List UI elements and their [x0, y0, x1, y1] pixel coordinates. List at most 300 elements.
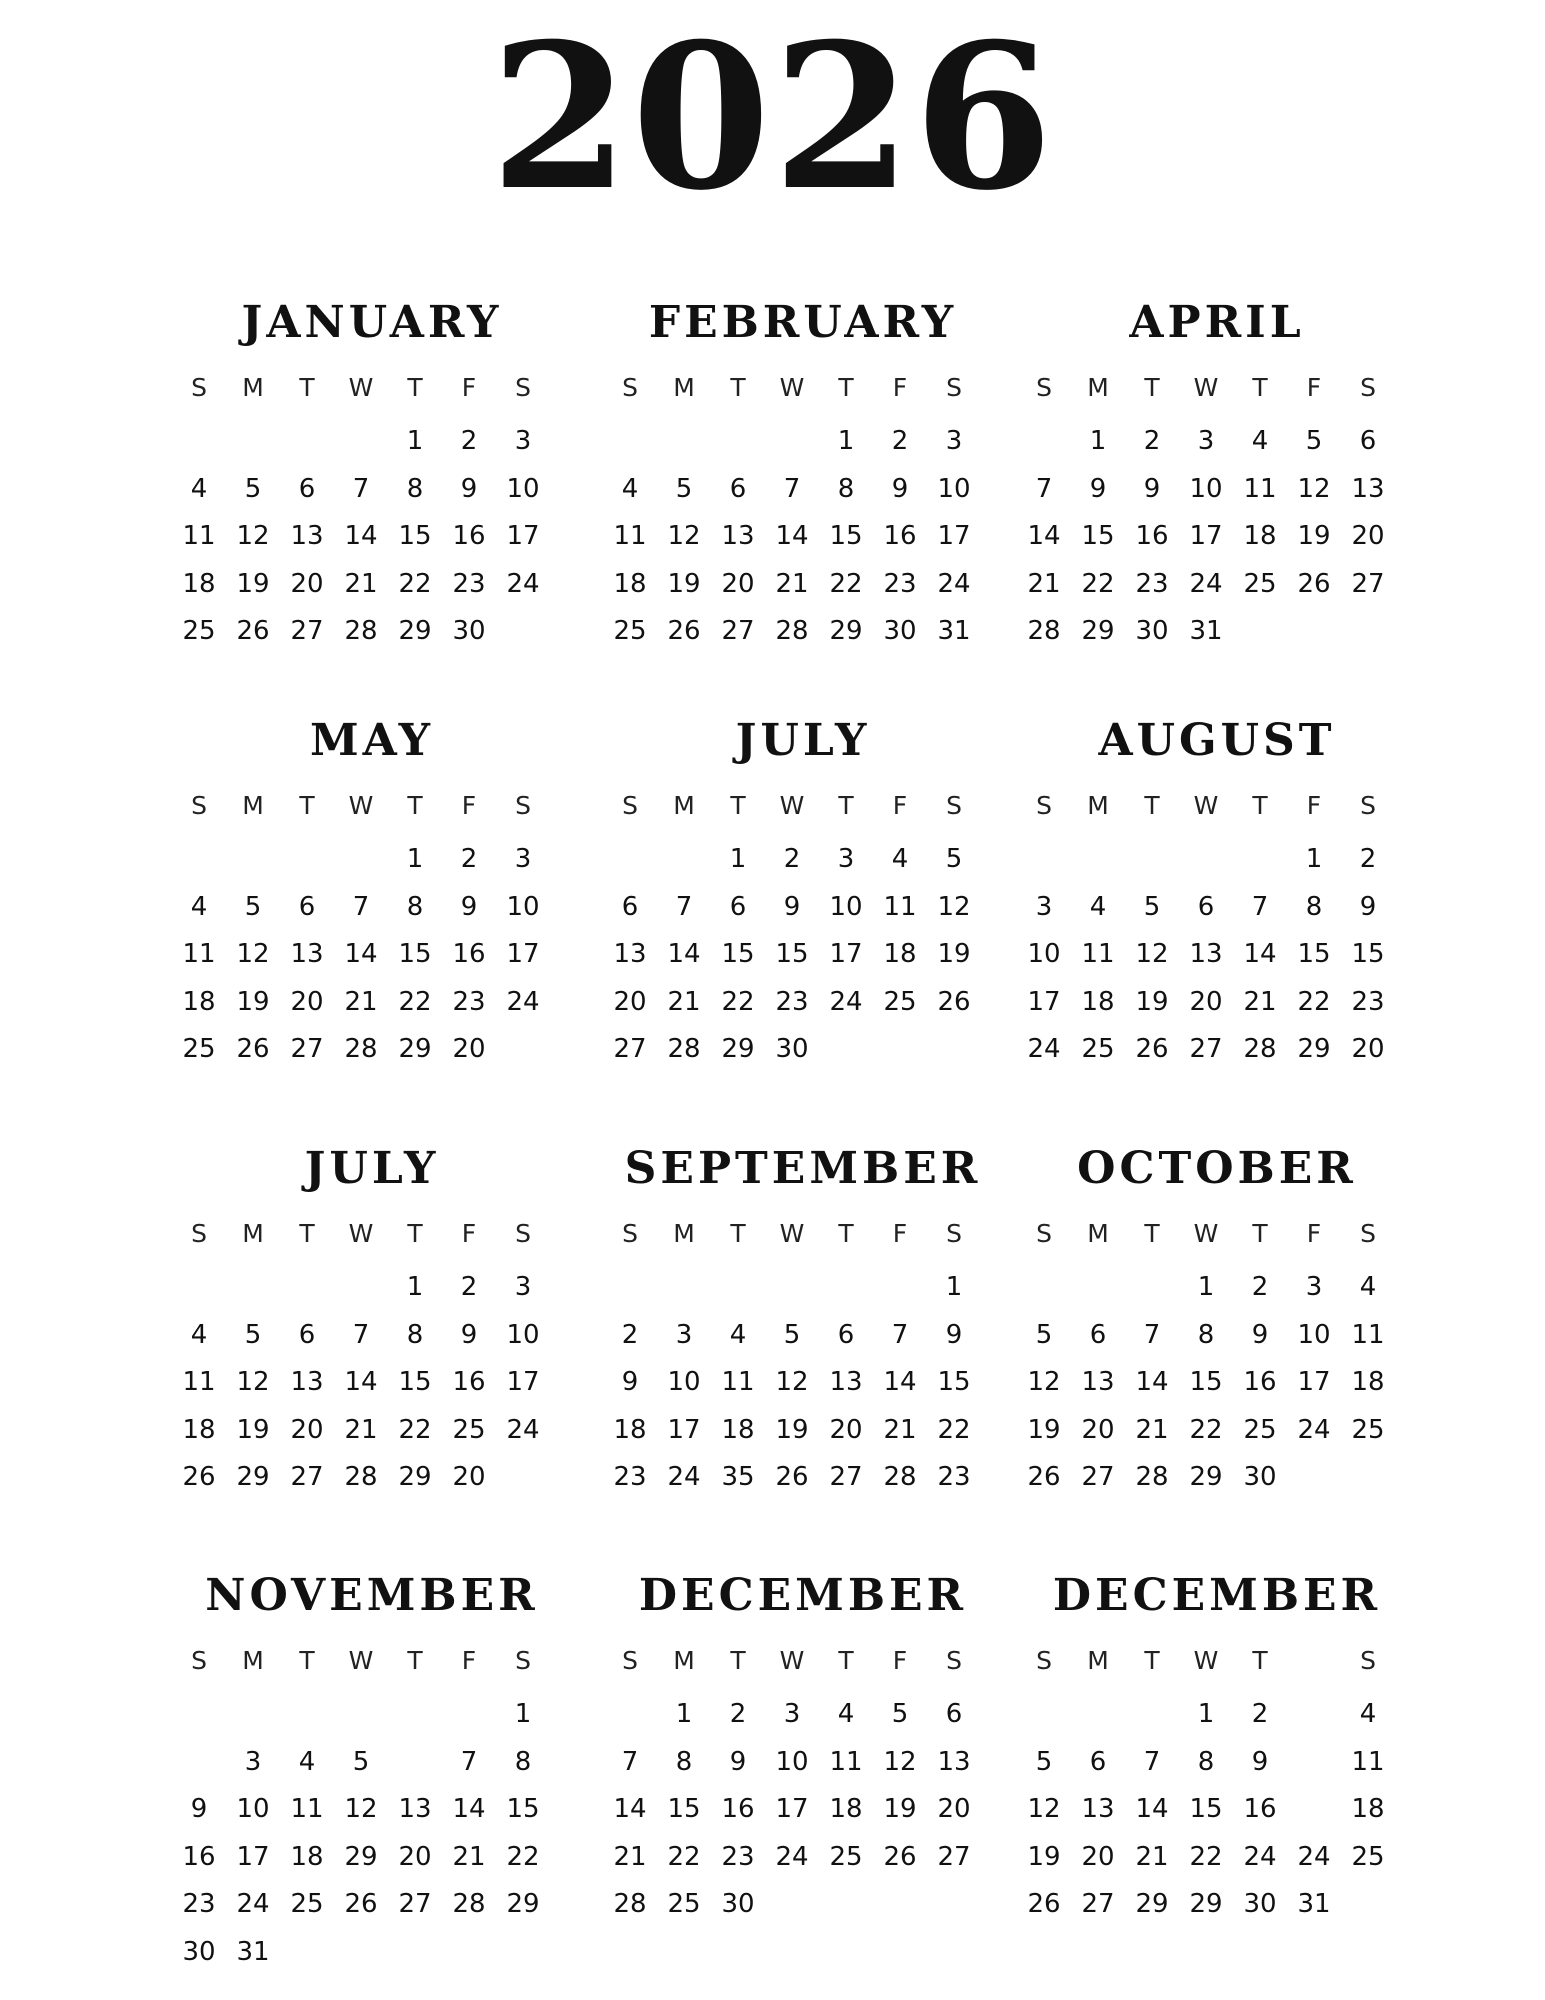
day-cell: [172, 418, 226, 466]
day-cell: 21: [344, 568, 378, 599]
day-cell: 12: [775, 1367, 809, 1397]
day-cell: [388, 1691, 442, 1739]
day-cell: 1: [675, 1699, 693, 1729]
day-cell: 6: [837, 1319, 855, 1350]
day-cell: 26: [236, 1034, 270, 1064]
weekday-label: S: [946, 373, 962, 402]
day-cell: 11: [721, 1367, 755, 1397]
day-cell: 9: [1089, 473, 1107, 504]
weekday-label: M: [673, 373, 695, 402]
weekday-label: S: [191, 1646, 207, 1675]
day-cell: 29: [344, 1841, 378, 1872]
day-cell: 9: [460, 1319, 478, 1350]
day-cell: 25: [290, 1889, 324, 1919]
day-cell: 2: [460, 844, 478, 874]
day-cell: 25: [667, 1889, 701, 1919]
weekday-label: T: [299, 791, 315, 820]
day-cell: 23: [1135, 568, 1169, 599]
weekday-label: S: [191, 791, 207, 820]
day-cell: 1: [837, 426, 855, 456]
day-cell: 28: [344, 616, 378, 646]
weekday-label: M: [242, 791, 264, 820]
day-cell: 15: [1351, 939, 1385, 969]
day-cell: 27: [290, 1462, 324, 1492]
day-cell: 31: [1189, 616, 1223, 646]
weekday-label: S: [1360, 373, 1376, 402]
day-cell: 6: [1197, 891, 1215, 922]
weekday-label: T: [1144, 1219, 1160, 1248]
day-cell: 14: [344, 1367, 378, 1397]
day-cell: 12: [1027, 1794, 1061, 1824]
day-cell: 13: [1351, 473, 1385, 504]
day-cell: 18: [290, 1841, 324, 1872]
day-cell: 28: [1243, 1034, 1277, 1064]
day-cell: 25: [613, 616, 647, 646]
day-cell: 30: [775, 1034, 809, 1064]
day-cell: 30: [883, 616, 917, 646]
day-cell: 19: [667, 568, 701, 599]
day-cell: 28: [344, 1034, 378, 1064]
day-cell: 22: [398, 1414, 432, 1445]
day-cell: 11: [613, 521, 647, 551]
day-cell: 17: [775, 1794, 809, 1824]
day-cell: [657, 836, 711, 884]
day-cell: 29: [1189, 1462, 1223, 1492]
day-cell: 13: [1189, 939, 1223, 969]
day-cell: [711, 418, 765, 466]
month-name: SEPTEMBER: [624, 1143, 982, 1194]
day-cell: 35: [721, 1462, 755, 1492]
weekday-label: T: [299, 373, 315, 402]
day-cell: 5: [1035, 1746, 1053, 1777]
day-cell: 23: [883, 568, 917, 599]
day-cell: 23: [452, 568, 486, 599]
day-cell: 22: [829, 568, 863, 599]
day-cell: 27: [937, 1841, 971, 1872]
day-cell: 23: [613, 1462, 647, 1492]
day-cell: 24: [1189, 568, 1223, 599]
day-cell: [442, 1691, 496, 1739]
day-cell: 6: [621, 891, 639, 922]
day-cell: 8: [675, 1746, 693, 1777]
day-cell: 13: [1081, 1367, 1115, 1397]
month-name: FEBRUARY: [648, 297, 958, 348]
weekday-label: S: [946, 791, 962, 820]
day-cell: 12: [883, 1746, 917, 1777]
weekday-label: M: [1087, 791, 1109, 820]
day-cell: 11: [1081, 939, 1115, 969]
day-cell: 30: [1135, 616, 1169, 646]
day-cell: 9: [729, 1746, 747, 1777]
day-cell: [172, 836, 226, 884]
day-cell: 14: [613, 1794, 647, 1824]
day-cell: 22: [1189, 1414, 1223, 1445]
weekday-header: [603, 1643, 981, 1679]
day-cell: 1: [1197, 1699, 1215, 1729]
day-cell: 27: [1081, 1462, 1115, 1492]
day-cell: 11: [290, 1794, 324, 1824]
day-cell: 7: [891, 1319, 909, 1350]
day-cell: [1017, 1691, 1071, 1739]
day-cell: 18: [829, 1794, 863, 1824]
day-cell: 4: [837, 1699, 855, 1729]
day-cell: 5: [891, 1699, 909, 1729]
day-cell: 15: [775, 939, 809, 969]
day-cell: 14: [1135, 1367, 1169, 1397]
day-cell: 29: [1135, 1889, 1169, 1919]
day-cell: 29: [398, 616, 432, 646]
day-cell: 15: [506, 1794, 540, 1824]
month-name: MAY: [309, 715, 435, 766]
day-cell: 20: [721, 568, 755, 599]
day-cell: 10: [506, 1319, 540, 1350]
day-cell: 9: [891, 473, 909, 504]
day-cell: 6: [729, 891, 747, 922]
day-cell: 24: [1297, 1841, 1331, 1872]
weekday-label: M: [1087, 373, 1109, 402]
day-cell: [1287, 1691, 1341, 1739]
day-cell: 19: [883, 1794, 917, 1824]
weekday-label: T: [838, 1646, 854, 1675]
day-cell: 28: [775, 616, 809, 646]
day-cell: 5: [1143, 891, 1161, 922]
weekday-label: F: [1306, 791, 1322, 820]
day-cell: 2: [460, 1272, 478, 1302]
day-cell: 4: [1251, 426, 1269, 456]
day-cell: 15: [721, 939, 755, 969]
day-cell: 21: [452, 1841, 486, 1872]
day-cell: 24: [775, 1841, 809, 1872]
weekday-label: S: [622, 1219, 638, 1248]
weekday-label: W: [348, 1219, 374, 1248]
day-cell: 5: [244, 473, 262, 504]
day-cell: 24: [829, 986, 863, 1017]
day-cell: 24: [506, 568, 540, 599]
weekday-label: S: [191, 1219, 207, 1248]
day-cell: 20: [398, 1841, 432, 1872]
weekday-label: T: [407, 1646, 423, 1675]
day-cell: 15: [667, 1794, 701, 1824]
day-cell: 27: [290, 616, 324, 646]
day-grid: [1017, 836, 1395, 1074]
day-cell: 25: [829, 1841, 863, 1872]
day-cell: [226, 418, 280, 466]
weekday-label: M: [673, 1219, 695, 1248]
day-cell: 27: [1081, 1889, 1115, 1919]
day-cell: 13: [1081, 1794, 1115, 1824]
weekday-header: [172, 788, 550, 824]
day-cell: 28: [344, 1462, 378, 1492]
day-cell: 24: [1297, 1414, 1331, 1445]
day-cell: 29: [236, 1462, 270, 1492]
day-cell: 20: [1351, 521, 1385, 551]
day-cell: 16: [1135, 521, 1169, 551]
day-cell: 9: [621, 1367, 639, 1397]
weekday-label: [1287, 1643, 1341, 1679]
day-cell: 26: [236, 616, 270, 646]
weekday-label: W: [348, 373, 374, 402]
day-cell: 22: [398, 568, 432, 599]
day-cell: 1: [406, 426, 424, 456]
day-cell: 14: [1135, 1794, 1169, 1824]
day-cell: 20: [290, 568, 324, 599]
day-cell: 7: [1035, 473, 1053, 504]
weekday-label: W: [1193, 1646, 1219, 1675]
weekday-label: W: [779, 1219, 805, 1248]
day-cell: 27: [829, 1462, 863, 1492]
weekday-label: F: [892, 1219, 908, 1248]
day-cell: 12: [236, 939, 270, 969]
day-cell: 29: [1297, 1034, 1331, 1064]
day-cell: 13: [290, 1367, 324, 1397]
day-cell: 4: [190, 1319, 208, 1350]
day-cell: 20: [829, 1414, 863, 1445]
weekday-label: T: [407, 373, 423, 402]
weekday-header: [1017, 788, 1395, 824]
day-cell: 15: [398, 521, 432, 551]
day-cell: 15: [1189, 1794, 1223, 1824]
day-cell: 3: [514, 1272, 532, 1302]
day-cell: 4: [190, 473, 208, 504]
day-cell: 28: [1135, 1462, 1169, 1492]
day-cell: 28: [1027, 616, 1061, 646]
day-cell: 27: [613, 1034, 647, 1064]
day-cell: 20: [452, 1034, 486, 1064]
day-grid: [603, 1691, 981, 1929]
day-cell: 24: [506, 986, 540, 1017]
day-cell: 8: [1197, 1319, 1215, 1350]
weekday-label: T: [838, 791, 854, 820]
day-cell: 30: [1243, 1462, 1277, 1492]
day-cell: 31: [937, 616, 971, 646]
day-cell: 6: [298, 891, 316, 922]
day-cell: 23: [1351, 986, 1385, 1017]
day-cell: 6: [1089, 1746, 1107, 1777]
day-cell: 14: [452, 1794, 486, 1824]
day-cell: 15: [937, 1367, 971, 1397]
day-cell: 18: [182, 568, 216, 599]
weekday-label: F: [461, 1219, 477, 1248]
day-cell: 8: [1197, 1746, 1215, 1777]
weekday-label: S: [191, 373, 207, 402]
day-cell: 27: [721, 616, 755, 646]
day-cell: 29: [398, 1462, 432, 1492]
day-cell: [226, 1691, 280, 1739]
day-cell: 2: [621, 1319, 639, 1350]
weekday-label: T: [730, 373, 746, 402]
day-cell: 10: [937, 473, 971, 504]
weekday-label: M: [242, 1219, 264, 1248]
day-cell: 7: [352, 891, 370, 922]
day-grid: [172, 836, 550, 1074]
weekday-label: F: [461, 373, 477, 402]
day-cell: 26: [182, 1462, 216, 1492]
day-cell: 8: [406, 473, 424, 504]
day-cell: 15: [1189, 1367, 1223, 1397]
day-cell: 25: [1243, 1414, 1277, 1445]
day-cell: 5: [675, 473, 693, 504]
day-cell: 22: [937, 1414, 971, 1445]
day-cell: [334, 836, 388, 884]
month-name: JANUARY: [241, 297, 503, 348]
day-cell: 1: [406, 1272, 424, 1302]
weekday-label: M: [1087, 1646, 1109, 1675]
weekday-label: S: [1036, 1219, 1052, 1248]
day-cell: [172, 1691, 226, 1739]
day-cell: 13: [613, 939, 647, 969]
weekday-label: F: [892, 1646, 908, 1675]
day-cell: 9: [1251, 1746, 1269, 1777]
day-cell: 25: [452, 1414, 486, 1445]
day-cell: [1017, 836, 1071, 884]
day-cell: 4: [1359, 1699, 1377, 1729]
day-cell: 7: [460, 1746, 478, 1777]
day-cell: [172, 1264, 226, 1312]
day-cell: 12: [1027, 1367, 1061, 1397]
day-cell: 1: [1197, 1272, 1215, 1302]
weekday-label: S: [1036, 791, 1052, 820]
day-cell: [1017, 418, 1071, 466]
weekday-label: W: [348, 791, 374, 820]
weekday-header: [1017, 370, 1395, 406]
weekday-header: [172, 1643, 550, 1679]
weekday-label: T: [299, 1219, 315, 1248]
day-cell: 9: [1251, 1319, 1269, 1350]
day-cell: 22: [1297, 986, 1331, 1017]
day-cell: 7: [352, 1319, 370, 1350]
day-cell: 23: [452, 986, 486, 1017]
day-cell: 20: [1081, 1414, 1115, 1445]
day-cell: 19: [236, 1414, 270, 1445]
weekday-label: W: [779, 373, 805, 402]
day-cell: 28: [452, 1889, 486, 1919]
day-cell: 29: [506, 1889, 540, 1919]
day-cell: 24: [937, 568, 971, 599]
day-cell: 10: [506, 891, 540, 922]
weekday-label: W: [779, 791, 805, 820]
weekday-label: S: [946, 1219, 962, 1248]
day-cell: [1071, 836, 1125, 884]
weekday-label: T: [1252, 1219, 1268, 1248]
day-cell: 1: [945, 1272, 963, 1302]
day-cell: 20: [1189, 986, 1223, 1017]
day-cell: 10: [236, 1794, 270, 1824]
day-cell: 16: [452, 521, 486, 551]
day-cell: 25: [1351, 1414, 1385, 1445]
day-cell: 9: [1143, 473, 1161, 504]
weekday-label: S: [946, 1646, 962, 1675]
day-cell: 6: [1359, 426, 1377, 456]
day-cell: 4: [190, 891, 208, 922]
weekday-label: S: [1360, 791, 1376, 820]
day-cell: 2: [891, 426, 909, 456]
day-cell: 25: [1243, 568, 1277, 599]
weekday-label: F: [892, 791, 908, 820]
day-cell: [711, 1264, 765, 1312]
day-cell: 31: [1297, 1889, 1331, 1919]
day-cell: [334, 418, 388, 466]
day-cell: 6: [1089, 1319, 1107, 1350]
weekday-label: T: [1252, 373, 1268, 402]
day-cell: 27: [398, 1889, 432, 1919]
day-cell: 9: [460, 891, 478, 922]
weekday-label: W: [779, 1646, 805, 1675]
day-cell: 11: [182, 939, 216, 969]
weekday-header: [603, 788, 981, 824]
day-cell: [1071, 1264, 1125, 1312]
weekday-label: T: [407, 791, 423, 820]
day-cell: 5: [1305, 426, 1323, 456]
weekday-label: M: [242, 1646, 264, 1675]
day-cell: 22: [398, 986, 432, 1017]
weekday-label: W: [348, 1646, 374, 1675]
day-cell: 9: [1359, 891, 1377, 922]
day-grid: [172, 1691, 550, 1976]
day-cell: 24: [1243, 1841, 1277, 1872]
day-cell: 7: [1251, 891, 1269, 922]
day-cell: 14: [1243, 939, 1277, 969]
weekday-label: F: [461, 1646, 477, 1675]
weekday-header: [172, 370, 550, 406]
day-grid: [603, 836, 981, 1074]
day-cell: 11: [829, 1746, 863, 1777]
day-cell: 11: [182, 521, 216, 551]
day-cell: 6: [945, 1699, 963, 1729]
day-cell: 19: [236, 986, 270, 1017]
day-cell: 3: [1305, 1272, 1323, 1302]
weekday-label: W: [1193, 791, 1219, 820]
day-cell: 4: [298, 1746, 316, 1777]
day-cell: 5: [1035, 1319, 1053, 1350]
day-cell: 18: [182, 1414, 216, 1445]
day-cell: 2: [1143, 426, 1161, 456]
day-cell: [226, 836, 280, 884]
day-cell: 22: [506, 1841, 540, 1872]
day-cell: 22: [1189, 1841, 1223, 1872]
weekday-label: T: [1144, 1646, 1160, 1675]
day-cell: 13: [290, 521, 324, 551]
day-cell: 25: [182, 1034, 216, 1064]
day-cell: 5: [945, 844, 963, 874]
day-cell: [1287, 1739, 1341, 1787]
day-cell: 18: [1243, 521, 1277, 551]
day-cell: 13: [721, 521, 755, 551]
day-cell: [603, 1691, 657, 1739]
day-cell: 17: [236, 1841, 270, 1872]
weekday-header: [172, 1216, 550, 1252]
day-cell: 22: [667, 1841, 701, 1872]
day-cell: [388, 1739, 442, 1787]
weekday-label: M: [242, 373, 264, 402]
weekday-header: [603, 1216, 981, 1252]
day-cell: 29: [1081, 616, 1115, 646]
day-cell: 30: [1243, 1889, 1277, 1919]
day-cell: 18: [1081, 986, 1115, 1017]
weekday-label: T: [730, 1219, 746, 1248]
day-cell: 11: [1351, 1746, 1385, 1777]
day-cell: 20: [937, 1794, 971, 1824]
day-cell: 4: [1089, 891, 1107, 922]
month-name: AUGUST: [1098, 715, 1336, 766]
day-cell: 26: [1027, 1462, 1061, 1492]
day-cell: 10: [506, 473, 540, 504]
day-cell: 8: [406, 891, 424, 922]
day-cell: 3: [837, 844, 855, 874]
year-title: 2026: [490, 0, 1055, 235]
day-cell: 3: [1035, 891, 1053, 922]
day-cell: 16: [182, 1841, 216, 1872]
day-cell: 17: [1297, 1367, 1331, 1397]
